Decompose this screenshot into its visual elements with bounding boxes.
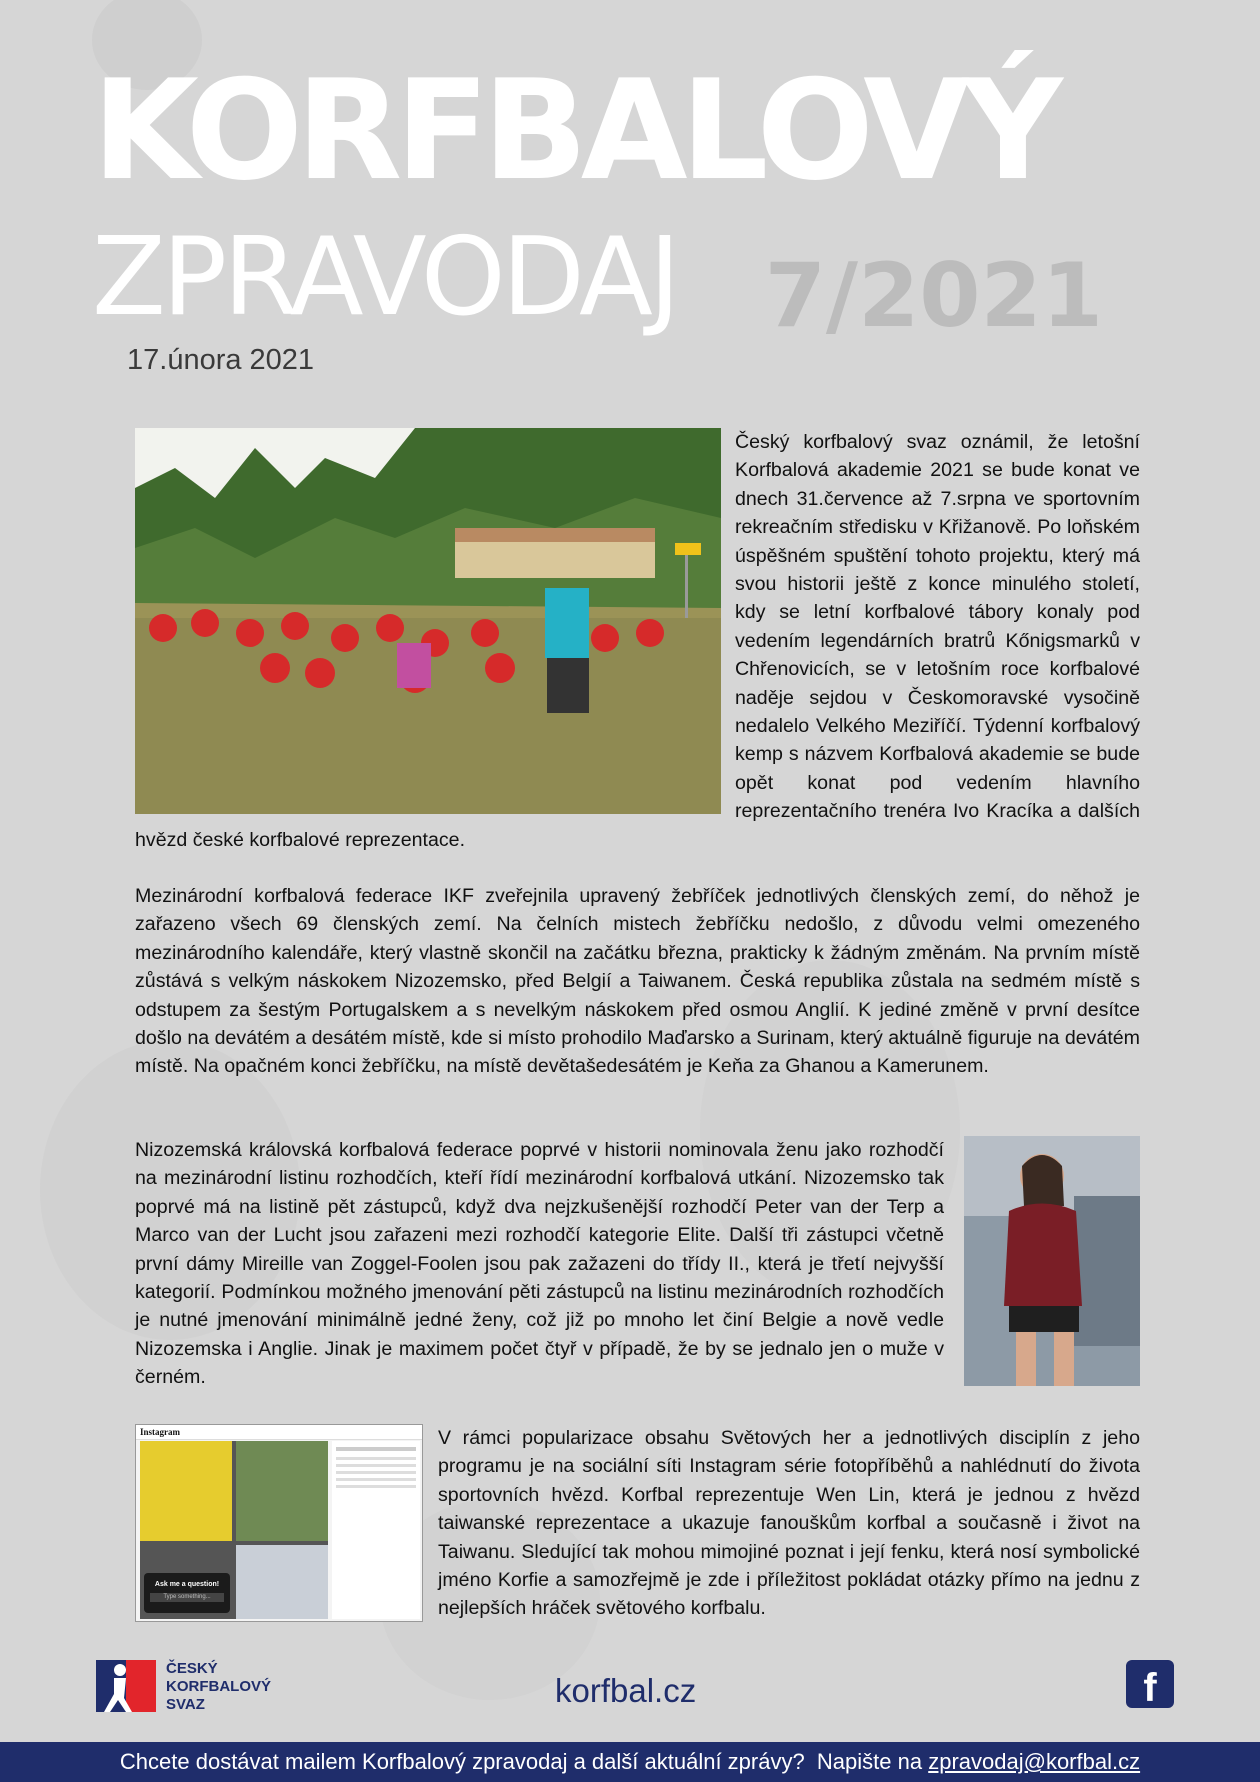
newsletter-email-link[interactable]: zpravodaj@korfbal.cz <box>928 1749 1141 1774</box>
comment-line <box>336 1471 416 1474</box>
association-name-line: SVAZ <box>166 1696 205 1713</box>
newsletter-signup-bar <box>0 1742 1260 1782</box>
association-name-line: KORFBALOVÝ <box>166 1678 271 1695</box>
issue-number: 7/2021 <box>764 244 1103 347</box>
comment-line <box>336 1457 416 1460</box>
instagram-screenshot <box>135 1424 423 1622</box>
article-ikf-ranking <box>135 882 1140 1081</box>
comment-line <box>336 1485 416 1488</box>
story-photo-dog <box>236 1441 328 1541</box>
czech-korfball-association-logo[interactable] <box>96 1658 296 1716</box>
question-sticker <box>144 1573 230 1613</box>
kids-jumping-photo <box>135 428 721 814</box>
story-photo-yellow <box>140 1441 232 1541</box>
comment-line <box>336 1478 416 1481</box>
article-instagram <box>135 1424 1140 1626</box>
story-photo-player <box>236 1545 328 1619</box>
instagram-top-bar <box>136 1425 422 1440</box>
article-korfball-academy <box>135 428 1140 854</box>
story-panel <box>140 1441 328 1619</box>
newsletter-title: KORFBALOVÝ <box>92 50 1056 211</box>
comment-line <box>336 1464 416 1467</box>
post-comments-panel <box>332 1441 420 1619</box>
instagram-app-name: Instagram <box>140 1427 180 1437</box>
association-name <box>166 1660 271 1714</box>
facebook-icon[interactable]: f <box>1126 1660 1174 1708</box>
question-sticker-label: Ask me a question! <box>154 1581 220 1588</box>
article-text: Nizozemská královská korfbalová federace poprvé v historii nominovala ženu jako rozhodčí na mezinárodní listinu rozhodčích, kteří řídí mezinárodní korfbalová utkání. Nizozemsko tak poprvé má na listině pět zástupců, když dva nejzkušenější rozhodčí Peter van der Terp a Marco van der Lucht jsou zařazeni mezi rozhodčí kategorie Elite. Další tři zástupci včetně první dámy Mireille van Zoggel-Foolen jsou pak zažazeni do třídy II., která je třetí nejvyšší kategorií. Podmínkou možného jmenování pěti zástupců na listinu mezinárodních rozhodčích je nutné jmenování minimálně jedné ženy, což již po mnoho let činí Belgie a nově vedle Nizozemska i Anglie. Jinak je maximem počet čtyř v případě, že by se jednalo jen o muže v černém. <box>135 1139 944 1389</box>
article-text: V rámci popularizace obsahu Světových her a jednotlivých disciplín z jeho programu je na sociální síti Instagram série fotopříběhů a nahlédnutí do života sportovních hvězd. Korfbal reprezentuje Wen Lin, která je jednou z hvězd taiwanské reprezentace a ukazuje fanouškům korfbal a současně i život na Taiwanu. Sledující tak mohou mimojiné poznat i její fenku, která nosí symbolické jméno Korfie a samozřejmě je zde i příležitost pokládat otázky přímo na jednu z nejlepších hráček světového korfbalu. <box>438 1427 1140 1620</box>
comment-line <box>336 1447 416 1451</box>
association-emblem <box>96 1658 156 1714</box>
question-sticker-input: Type something... <box>150 1593 224 1602</box>
article-referee <box>135 1136 1140 1392</box>
newsletter-signup-text: Chcete dostávat mailem Korfbalový zpravodaj a další aktuální zprávy? Napište na <box>119 1749 929 1774</box>
website-link[interactable]: korfbal.cz <box>555 1672 697 1709</box>
issue-date: 17.února 2021 <box>127 344 315 376</box>
article-text: Mezinárodní korfbalová federace IKF zveřejnila upravený žebříček jednotlivých členských zemí, do něhož je zařazeno všech 69 členských zemí. Na čelních mistech žebříčku nedošlo, z důvodu velmi omezeného mezinárodního kalendáře, který vlastně skončil na začátku března, prakticky k žádným změnám. Na prvním místě zůstává s velkým náskokem Nizozemsko, před Belgií a Taiwanem. Česká republika zůstala na sedmém místě s odstupem za šestým Portugalskem a s nevelkým náskokem před osmou Anglií. K jediné změně v první desítce došlo na devátém a desátém místě, kde si místo prohodilo Maďarsko a Surinam, který aktuálně figuruje na devátém místě. Na opačném konci žebříčku, na místě devětašedesátém je Keňa za Ghanou a Kamerunem. <box>135 885 1140 1078</box>
newsletter-subtitle: ZPRAVODAJ <box>92 215 677 340</box>
association-name-line: ČESKÝ <box>166 1660 218 1677</box>
article-text: Český korfbalový svaz oznámil, že letošní Korfbalová akademie 2021 se bude konat ve dnech 31.července až 7.srpna ve sportovním rekreačním středisku v Křižanově. Po loňském úspěšném spuštění tohoto projektu, který má svou historii ještě z konce minulého století, kdy se letní korfbalové tábory konaly pod vedením legendárních bratrů Kőnigsmarků v Chřenovicích, se v letošním roce korfbalové naděje sejdou v Českomoravské vysočině nedalelo Velkého Meziříčí. Týdenní korfbalový kemp s názvem Korfbalová akademie se bude opět konat pod vedením hlavního reprezentačního trenéra Ivo Kracíka a dalších hvězd české korfbalové reprezentace. <box>135 431 1140 851</box>
referee-photo <box>964 1136 1140 1386</box>
